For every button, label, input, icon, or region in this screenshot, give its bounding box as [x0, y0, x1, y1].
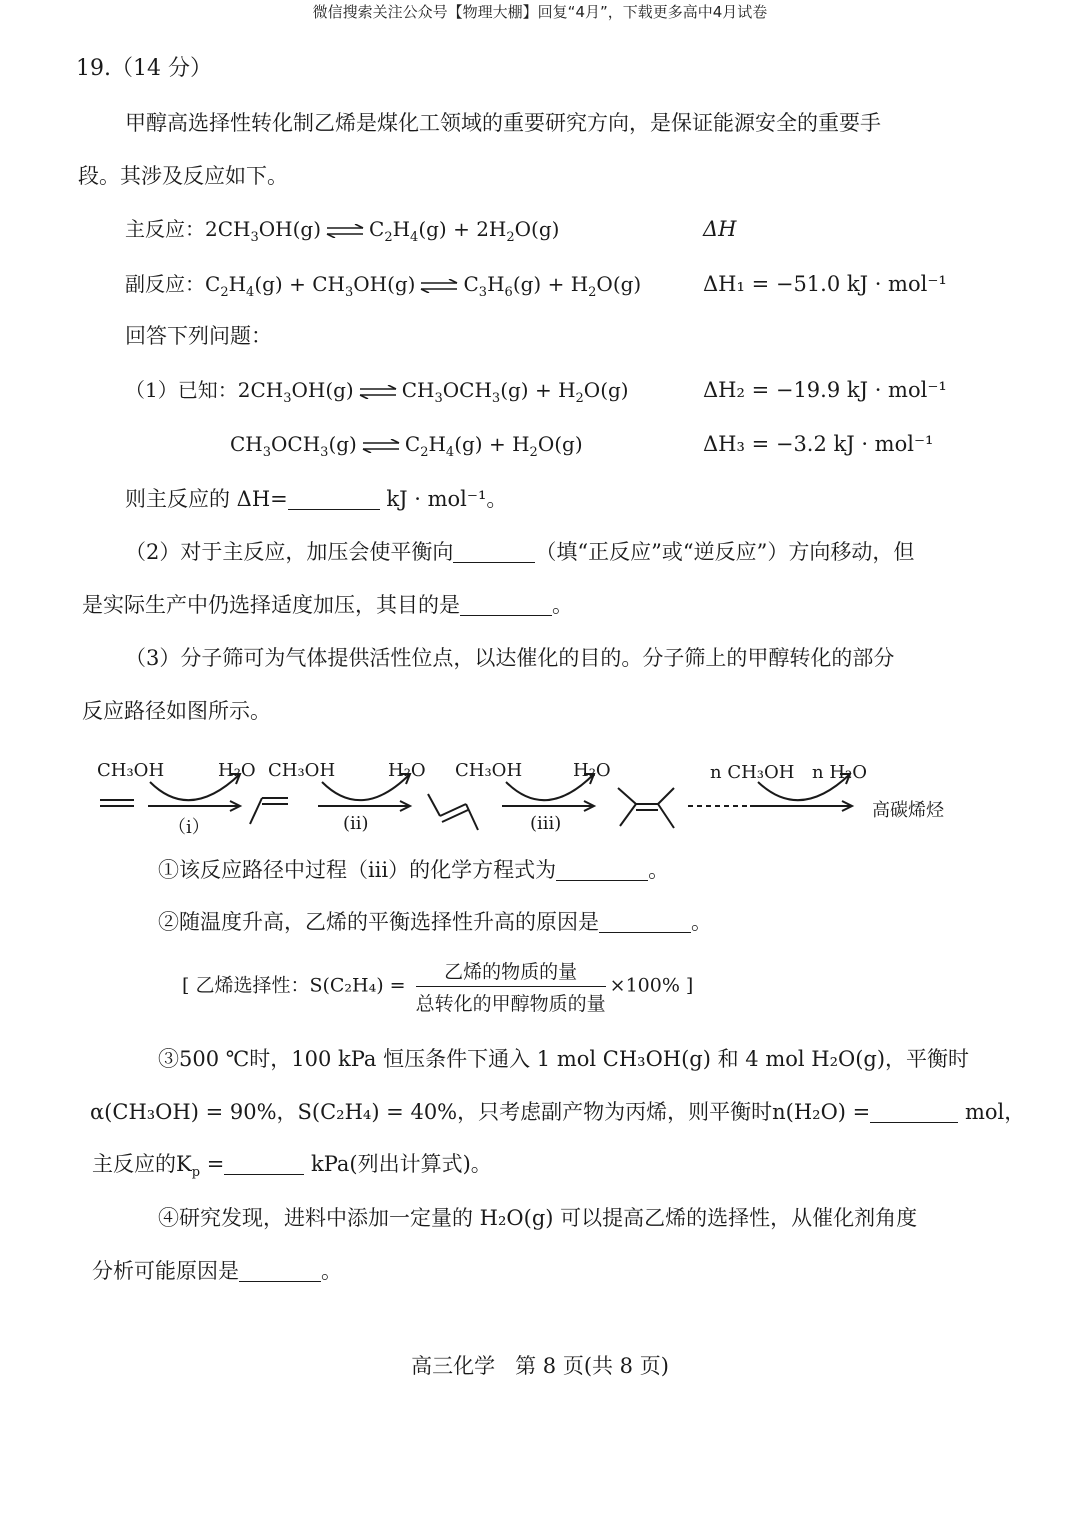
step-2-input: CH₃OH — [268, 760, 336, 781]
ethylene-structure — [100, 800, 134, 806]
part1-ask-unit: kJ · mol⁻¹。 — [379, 487, 508, 511]
q3-4-line-2 — [92, 1256, 342, 1286]
side-reaction-label: 副反应： — [125, 272, 205, 296]
part2-text-b: （填“正反应”或“逆反应”）方向移动，但 — [535, 540, 915, 564]
selectivity-formula — [182, 957, 693, 1016]
part1-reaction-2: $CH_3OCH_3(g) C_2H_4(g) + H_2O(g)$ — [230, 432, 583, 460]
q3-3-line-2 — [90, 1097, 1025, 1127]
q3-3-text-f: kPa(列出计算式)。 — [304, 1152, 492, 1176]
part1-ask — [125, 484, 507, 514]
propylene-structure — [250, 798, 288, 824]
q3-4-line-1: ④研究发现，进料中添加一定量的 H₂O(g) 可以提高乙烯的选择性，从催化剂角度 — [158, 1206, 918, 1230]
main-reaction-dh: ΔH — [703, 217, 737, 241]
path-product: 高碳烯烃 — [872, 800, 944, 821]
answer-blank[interactable] — [460, 593, 552, 616]
step-1-input: CH₃OH — [97, 760, 165, 781]
part1-dh2: ΔH₂ = −19.9 kJ · mol⁻¹ — [703, 378, 947, 402]
part1-ask-text: 则主反应的 ΔH= — [125, 487, 288, 511]
answer-blank[interactable] — [224, 1152, 304, 1175]
q3-1 — [158, 855, 669, 885]
intro-line-1: 甲醇高选择性转化制乙烯是煤化工领域的重要研究方向，是保证能源安全的重要手 — [125, 111, 881, 135]
part2-text-d: 。 — [552, 593, 573, 617]
step-3-label: (iii) — [530, 813, 562, 834]
part1-reaction-1: （1）已知：$2CH_3OH(g) CH_3OCH_3(g) + H_2O(g)$ — [125, 378, 629, 406]
part3-line-1: （3）分子筛可为气体提供活性位点，以达催化的目的。分子筛上的甲醇转化的部分 — [125, 646, 895, 670]
step-1-output: H₂O — [218, 760, 256, 781]
side-reaction-dh: ΔH₁ = −51.0 kJ · mol⁻¹ — [703, 272, 947, 296]
step-n-output: n H₂O — [812, 762, 867, 783]
step-n-input: n CH₃OH — [710, 762, 795, 783]
main-reaction-label: 主反应： — [125, 217, 205, 241]
part1-dh3: ΔH₃ = −3.2 kJ · mol⁻¹ — [703, 432, 934, 456]
q3-1-text: ①该反应路径中过程（ⅲ）的化学方程式为 — [158, 858, 557, 882]
part2-text-c: 是实际生产中仍选择适度加压，其目的是 — [82, 593, 460, 617]
answer-blank[interactable] — [288, 487, 380, 510]
selectivity-denominator: 总转化的甲醇物质的量 — [415, 993, 606, 1015]
intro-line-2: 段。其涉及反应如下。 — [78, 164, 288, 188]
side-reaction: 副反应：$C_2H_4(g) + CH_3OH(g) C_3H_6(g) + H_2O(g)$ — [125, 272, 642, 300]
kp-subscript: p — [191, 1165, 201, 1181]
answer-blank[interactable] — [556, 858, 648, 881]
q3-3-line-1: ③500 ℃时，100 kPa 恒压条件下通入 1 mol CH₃OH(g) 和 4 mol H₂O(g)，平衡时 — [158, 1047, 970, 1071]
answer-blank[interactable] — [453, 540, 535, 563]
selectivity-numerator: 乙烯的物质的量 — [416, 957, 606, 987]
part2-line-1 — [125, 537, 914, 567]
main-reaction: 主反应：$2CH_3OH(g) C_2H_4(g) + 2H_2O(g)$ — [125, 217, 560, 245]
butene-structure — [428, 794, 478, 830]
q3-3-text-c: mol， — [958, 1100, 1026, 1124]
answer-prompt: 回答下列问题： — [125, 324, 272, 348]
selectivity-fraction — [416, 957, 606, 1016]
q3-4-text-b: 分析可能原因是 — [92, 1259, 239, 1283]
equilibrium-arrow-icon — [419, 271, 459, 301]
pentene-structure — [618, 788, 674, 828]
step-2-label: (ii) — [343, 813, 369, 834]
q3-2-text: ②随温度升高，乙烯的平衡选择性升高的原因是 — [158, 910, 599, 934]
part1-known-label: （1）已知： — [125, 378, 238, 402]
part2-line-2 — [82, 590, 573, 620]
part2-text-a: （2）对于主反应，加压会使平衡向 — [125, 540, 454, 564]
q3-3-text-d: 主反应的K — [92, 1152, 192, 1176]
q3-3-text-e: = — [200, 1152, 225, 1176]
step-2-output: H₂O — [388, 760, 426, 781]
question-number — [76, 54, 212, 84]
answer-blank[interactable] — [870, 1100, 958, 1123]
selectivity-tail: ×100% ] — [609, 974, 694, 997]
part3-line-2: 反应路径如图所示。 — [82, 699, 271, 723]
selectivity-label: [ 乙烯选择性：S(C₂H₄) = — [182, 974, 406, 997]
step-3-input: CH₃OH — [455, 760, 523, 781]
q3-2 — [158, 907, 712, 937]
q3-3-line-3 — [92, 1149, 492, 1188]
q3-2-end: 。 — [691, 910, 712, 934]
q3-1-end: 。 — [648, 858, 670, 882]
q3-4-text-c: 。 — [321, 1259, 342, 1283]
step-1-label: （i） — [168, 817, 210, 838]
question-number-label: 19. — [76, 56, 111, 81]
equilibrium-arrow-icon — [361, 431, 401, 461]
answer-blank[interactable] — [239, 1259, 321, 1282]
question-score: （14 分） — [111, 56, 212, 81]
step-3-output: H₂O — [573, 760, 611, 781]
answer-blank[interactable] — [599, 910, 691, 933]
equilibrium-arrow-icon — [358, 377, 398, 407]
page-footer: 高三化学 第 8 页(共 8 页) — [411, 1354, 669, 1378]
equilibrium-arrow-icon — [325, 216, 365, 246]
header-banner: 微信搜索关注公众号【物理大棚】回复“4月”，下载更多高中4月试卷 — [312, 3, 768, 21]
q3-3-text-b: α(CH₃OH) = 90%，S(C₂H₄) = 40%，只考虑副产物为丙烯，则平衡时n(H₂O) = — [90, 1100, 871, 1124]
